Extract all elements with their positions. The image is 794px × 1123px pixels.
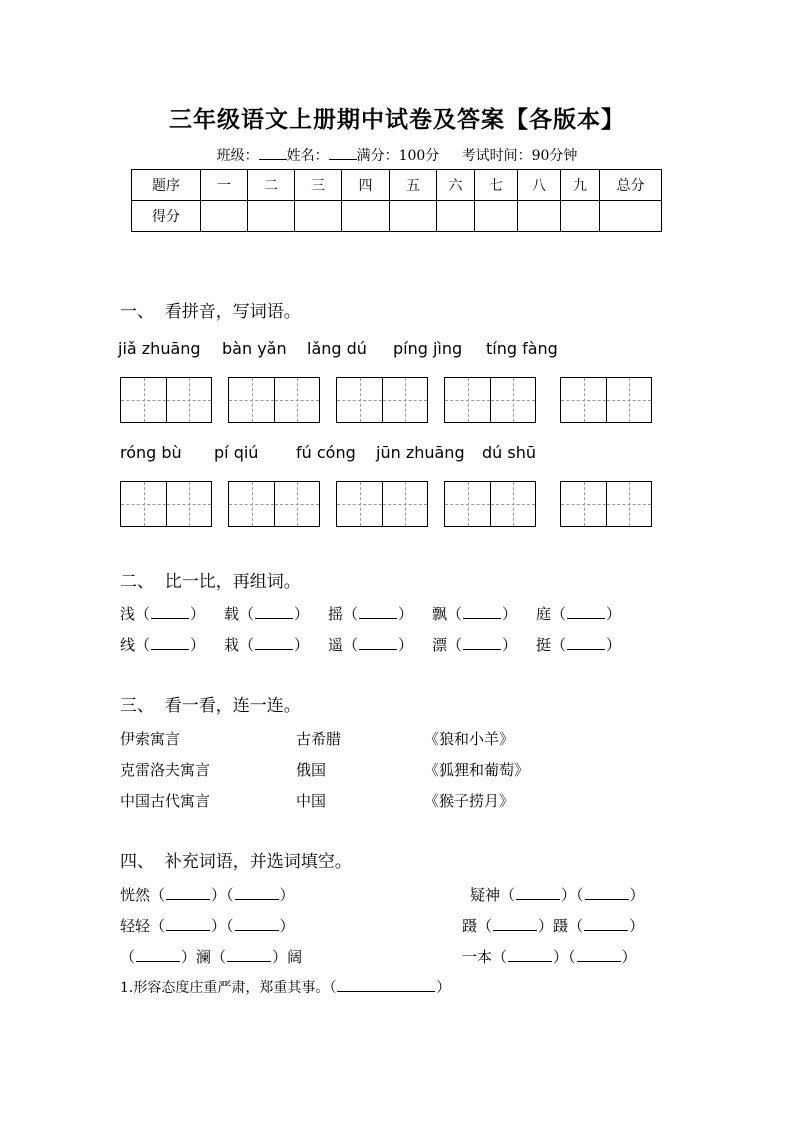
- match-left-item[interactable]: 克雷洛夫寓言: [120, 761, 211, 779]
- write-grid[interactable]: [228, 377, 320, 423]
- score-cell[interactable]: [201, 201, 248, 232]
- compare-item: 栽（ ）: [224, 636, 310, 654]
- page-title: 三年级语文上册期中试卷及答案【各版本】: [169, 107, 625, 133]
- answer-blank[interactable]: [235, 918, 279, 931]
- name-label: 姓名：: [286, 148, 329, 164]
- idiom-item: 蹑（ ）蹑（ ）: [462, 917, 645, 935]
- pinyin-1-1: jiǎ zhuāng: [118, 339, 201, 358]
- answer-blank[interactable]: [567, 606, 605, 619]
- class-label: 班级：: [216, 148, 259, 164]
- compare-item: 载（ ）: [224, 605, 310, 623]
- answer-blank[interactable]: [235, 887, 279, 900]
- section4-heading: 四、 补充词语，并选词填空。: [120, 852, 352, 872]
- answer-blank[interactable]: [463, 637, 501, 650]
- answer-blank[interactable]: [508, 949, 552, 962]
- idiom-item: 轻轻（ ）（ ）: [120, 917, 295, 935]
- answer-blank[interactable]: [166, 887, 210, 900]
- match-left-item[interactable]: 伊索寓言: [120, 730, 181, 748]
- score-col-total: 总分: [600, 170, 662, 201]
- score-cell[interactable]: [342, 201, 390, 232]
- idiom-item: 一本（ ）（ ）: [462, 948, 637, 966]
- write-grid[interactable]: [336, 481, 428, 527]
- score-cell[interactable]: [248, 201, 295, 232]
- compare-item: 浅（ ）: [120, 605, 206, 623]
- score-col-1: 一: [201, 170, 248, 201]
- pinyin-2-4: jūn zhuāng: [376, 443, 465, 462]
- match-mid-item[interactable]: 古希腊: [296, 730, 342, 748]
- match-mid-item[interactable]: 俄国: [296, 761, 327, 779]
- score-header-row: [132, 170, 662, 201]
- pinyin-1-5: tíng fàng: [486, 339, 558, 358]
- compare-item: 摇（ ）: [328, 605, 414, 623]
- score-table: [131, 169, 662, 232]
- full-score: 满分：100分: [356, 148, 440, 164]
- idiom-item: 恍然（ ）（ ）: [120, 886, 295, 904]
- answer-blank[interactable]: [255, 637, 293, 650]
- compare-item: 庭（ ）: [536, 605, 622, 623]
- write-grid[interactable]: [120, 377, 212, 423]
- score-col-9: 九: [561, 170, 600, 201]
- compare-item: 漂（ ）: [432, 636, 518, 654]
- answer-blank[interactable]: [337, 979, 435, 992]
- score-col-2: 二: [248, 170, 295, 201]
- match-right-item[interactable]: 《猴子捞月》: [424, 792, 515, 810]
- match-right-item[interactable]: 《狐狸和葡萄》: [424, 761, 530, 779]
- score-cell[interactable]: [475, 201, 518, 232]
- pinyin-2-2: pí qiú: [214, 443, 259, 462]
- score-col-8: 八: [518, 170, 561, 201]
- score-col-5: 五: [390, 170, 437, 201]
- answer-blank[interactable]: [584, 918, 628, 931]
- answer-blank[interactable]: [359, 606, 397, 619]
- compare-item: 飘（ ）: [432, 605, 518, 623]
- score-cell[interactable]: [390, 201, 437, 232]
- section1-heading: 一、 看拼音，写词语。: [120, 302, 301, 322]
- write-grid[interactable]: [444, 481, 536, 527]
- score-col-4: 四: [342, 170, 390, 201]
- answer-blank[interactable]: [463, 606, 501, 619]
- exam-info: [0, 145, 794, 165]
- answer-blank[interactable]: [136, 949, 180, 962]
- score-cell[interactable]: [561, 201, 600, 232]
- answer-blank[interactable]: [166, 918, 210, 931]
- answer-blank[interactable]: [577, 949, 621, 962]
- answer-blank[interactable]: [585, 887, 629, 900]
- answer-blank[interactable]: [567, 637, 605, 650]
- score-cell[interactable]: [295, 201, 342, 232]
- pinyin-1-4: píng jìng: [393, 339, 463, 358]
- answer-blank[interactable]: [151, 606, 189, 619]
- pinyin-2-1: róng bù: [120, 443, 182, 462]
- answer-blank[interactable]: [359, 637, 397, 650]
- name-blank[interactable]: [329, 147, 357, 160]
- answer-blank[interactable]: [516, 887, 560, 900]
- pinyin-2-3: fú cóng: [296, 443, 356, 462]
- score-col-6: 六: [437, 170, 475, 201]
- idiom-item: 疑神（ ）（ ）: [470, 886, 645, 904]
- score-value-row: [132, 201, 662, 232]
- idiom-item: （ ）澜（ ）阔: [120, 948, 303, 966]
- write-grid[interactable]: [444, 377, 536, 423]
- question-1: 1.形容态度庄重严肃，郑重其事。（ ）: [120, 980, 451, 996]
- compare-item: 遥（ ）: [328, 636, 414, 654]
- answer-blank[interactable]: [493, 918, 537, 931]
- match-right-item[interactable]: 《狼和小羊》: [424, 730, 515, 748]
- section2-heading: 二、 比一比，再组词。: [120, 572, 301, 592]
- write-grid[interactable]: [120, 481, 212, 527]
- score-row-label: 得分: [132, 201, 201, 232]
- answer-blank[interactable]: [255, 606, 293, 619]
- pinyin-1-3: lǎng dú: [307, 339, 367, 358]
- pinyin-1-2: bàn yǎn: [222, 339, 287, 358]
- score-cell[interactable]: [600, 201, 662, 232]
- pinyin-2-5: dú shū: [482, 443, 536, 462]
- score-col-3: 三: [295, 170, 342, 201]
- answer-blank[interactable]: [151, 637, 189, 650]
- answer-blank[interactable]: [227, 949, 271, 962]
- section3-heading: 三、 看一看，连一连。: [120, 696, 301, 716]
- exam-time: 考试时间：90分钟: [461, 148, 578, 164]
- match-left-item[interactable]: 中国古代寓言: [120, 792, 211, 810]
- write-grid[interactable]: [228, 481, 320, 527]
- compare-item: 挺（ ）: [536, 636, 622, 654]
- write-grid[interactable]: [560, 481, 652, 527]
- score-cell[interactable]: [518, 201, 561, 232]
- write-grid[interactable]: [336, 377, 428, 423]
- score-col-label: 题序: [132, 170, 201, 201]
- match-mid-item[interactable]: 中国: [296, 792, 327, 810]
- write-grid[interactable]: [560, 377, 652, 423]
- compare-item: 线（ ）: [120, 636, 206, 654]
- score-cell[interactable]: [437, 201, 475, 232]
- class-blank[interactable]: [259, 147, 287, 160]
- score-col-7: 七: [475, 170, 518, 201]
